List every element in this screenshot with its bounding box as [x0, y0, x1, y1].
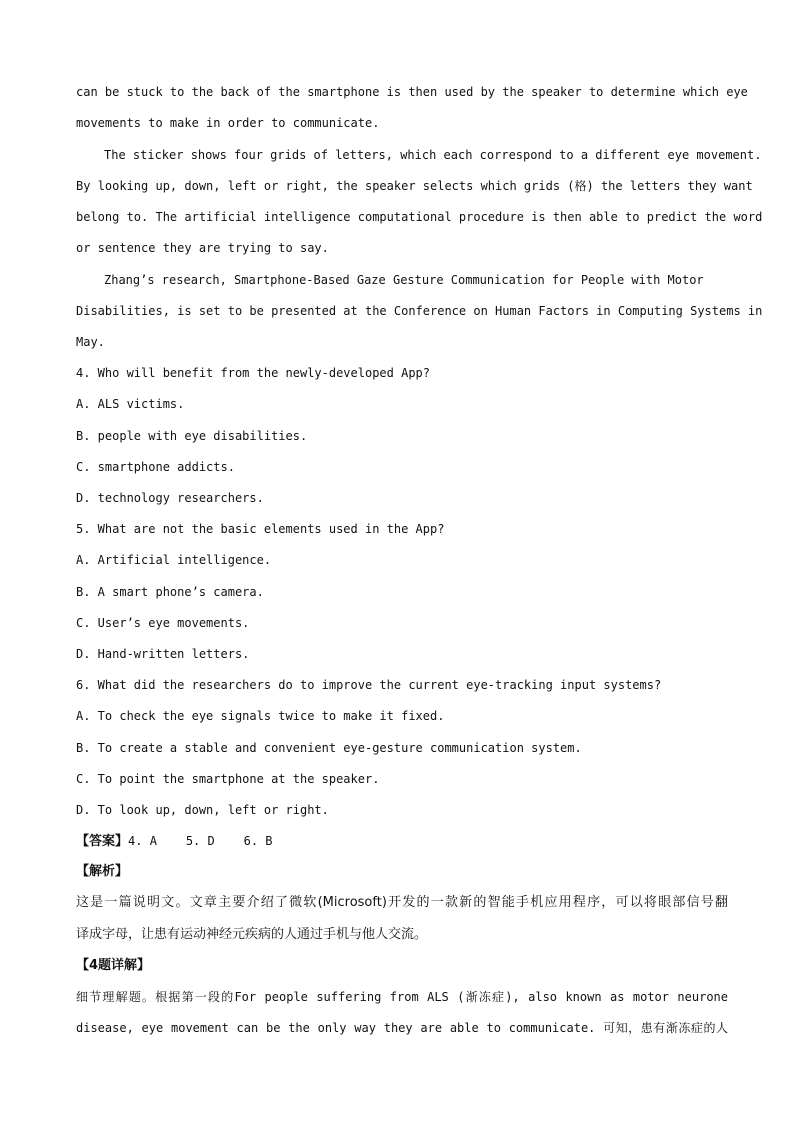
passage-line: May.: [76, 335, 105, 349]
passage-line: can be stuck to the back of the smartphone is then used by the speaker to determine which eye: [76, 85, 748, 99]
question-option: A. To check the eye signals twice to make it fixed.: [76, 709, 445, 723]
passage-line: The sticker shows four grids of letters, which each correspond to a different eye movement.: [104, 148, 762, 162]
question-option: C. smartphone addicts.: [76, 460, 235, 474]
passage-line: Zhang’s research, Smartphone-Based Gaze Gesture Communication for People with Motor: [104, 273, 704, 287]
analysis-line: 译成字母，让患有运动神经元疾病的人通过手机与他人交流。: [76, 927, 428, 942]
passage-line: Disabilities, is set to be presented at the Conference on Human Factors in Computing Systems in: [76, 304, 763, 318]
answer-label: 【答案】: [76, 834, 129, 849]
question-option: D. technology researchers.: [76, 491, 264, 505]
question-option: B. A smart phone’s camera.: [76, 585, 264, 599]
question-option: D. Hand-written letters.: [76, 647, 250, 661]
question-stem: 5. What are not the basic elements used in the App?: [76, 522, 445, 536]
passage-line: or sentence they are trying to say.: [76, 241, 329, 255]
question-option: B. To create a stable and convenient eye-gesture communication system.: [76, 741, 582, 755]
passage-line: By looking up, down, left or right, the speaker selects which grids (格) the letters they want: [76, 179, 753, 193]
passage-line: belong to. The artificial intelligence computational procedure is then able to predict the word: [76, 210, 763, 224]
answer-text: 4. A 5. D 6. B: [128, 834, 273, 848]
answer-line: [76, 833, 273, 850]
question-option: B. people with eye disabilities.: [76, 429, 308, 443]
question-option: A. Artificial intelligence.: [76, 553, 272, 567]
analysis-line: 这是一篇说明文。文章主要介绍了微软(Microsoft)开发的一款新的智能手机应用程序，可以将眼部信号翻: [76, 895, 728, 910]
question-stem: 4. Who will benefit from the newly-developed App?: [76, 366, 431, 380]
question-option: D. To look up, down, left or right.: [76, 803, 329, 817]
detail-label: 【4题详解】: [76, 958, 151, 973]
detail-line: 细节理解题。根据第一段的For people suffering from ALS (渐冻症), also known as motor neurone: [76, 990, 728, 1004]
passage-line: movements to make in order to communicate.: [76, 116, 380, 130]
analysis-label: 【解析】: [76, 864, 129, 879]
question-stem: 6. What did the researchers do to improve the current eye-tracking input systems?: [76, 678, 662, 692]
question-option: C. User’s eye movements.: [76, 616, 250, 630]
question-option: C. To point the smartphone at the speaker.: [76, 772, 380, 786]
detail-line: disease, eye movement can be the only way they are able to communicate. 可知，患有渐冻症的人: [76, 1021, 728, 1035]
question-option: A. ALS victims.: [76, 397, 185, 411]
